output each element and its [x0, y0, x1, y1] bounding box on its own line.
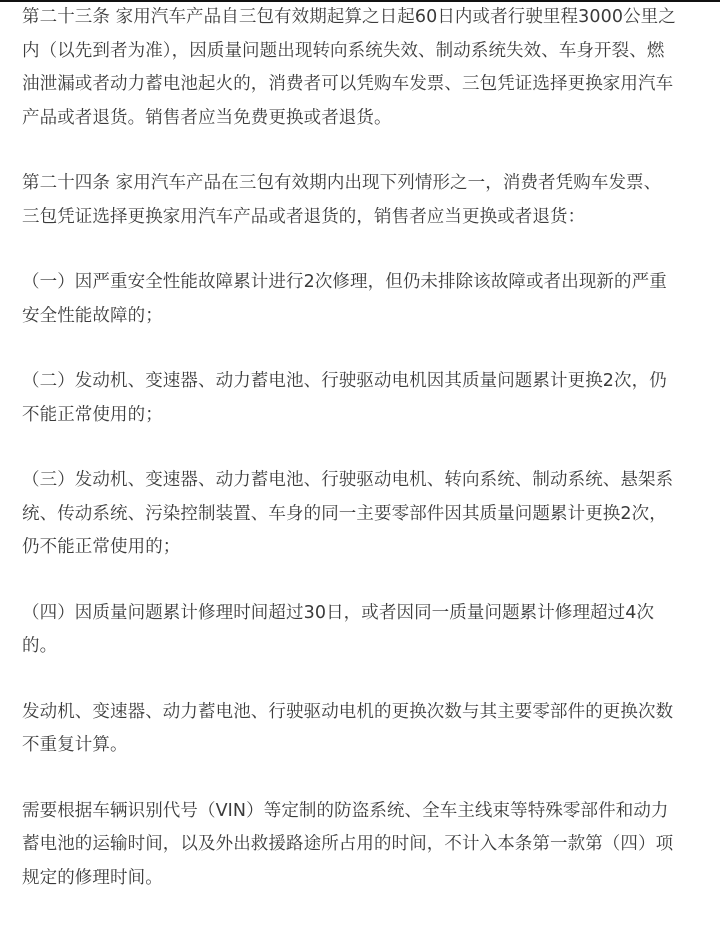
- paragraph-clause-2: [22, 365, 702, 432]
- paragraph-clause-3: [22, 464, 702, 565]
- paragraph-line: 的。: [22, 636, 58, 656]
- paragraph-line: 仍不能正常使用的；: [22, 537, 181, 557]
- paragraph-line: 内（以先到者为准），因质量问题出现转向系统失效、制动系统失效、车身开裂、燃: [22, 40, 665, 61]
- paragraph-line: 需要根据车辆识别代号（VIN）等定制的防盗系统、全车主线束等特殊零部件和动力: [22, 800, 669, 821]
- paragraph-line: 第二十三条 家用汽车产品自三包有效期起算之日起60日内或者行驶里程3000公里之: [22, 7, 676, 27]
- paragraph-line: 蓄电池的运输时间，以及外出救援路途所占用的时间，不计入本条第一款第（四）项: [22, 834, 674, 854]
- paragraph-clause-1: [22, 266, 702, 333]
- paragraph-line: 不能正常使用的；: [22, 404, 163, 425]
- paragraph-line: 发动机、变速器、动力蓄电池、行驶驱动电机的更换次数与其主要零部件的更换次数: [22, 701, 674, 722]
- paragraph-line: （一）因严重安全性能故障累计进行2次修理，但仍未排除该故障或者出现新的严重: [22, 272, 667, 292]
- paragraph-line: （二）发动机、变速器、动力蓄电池、行驶驱动电机因其质量问题累计更换2次，仍: [22, 371, 667, 391]
- paragraph-line: 安全性能故障的；: [22, 305, 163, 326]
- paragraph-line: 油泄漏或者动力蓄电池起火的，消费者可以凭购车发票、三包凭证选择更换家用汽车: [22, 74, 674, 94]
- paragraph-line: 产品或者退货。销售者应当免费更换或者退货。: [22, 107, 392, 128]
- paragraph-line: （三）发动机、变速器、动力蓄电池、行驶驱动电机、转向系统、制动系统、悬架系: [22, 470, 674, 490]
- paragraph-line: 不重复计算。: [22, 735, 128, 755]
- paragraph-line: （四）因质量问题累计修理时间超过30日，或者因同一质量问题累计修理超过4次: [22, 602, 655, 623]
- paragraph-line: 统、传动系统、污染控制装置、车身的同一主要零部件因其质量问题累计更换2次，: [22, 503, 667, 524]
- paragraph-line: 第二十四条 家用汽车产品在三包有效期内出现下列情形之一，消费者凭购车发票、: [22, 173, 662, 193]
- paragraph-replacement-count-note: [22, 696, 702, 763]
- article-body: [22, 1, 702, 927]
- paragraph-clause-4: [22, 597, 702, 664]
- paragraph-repair-time-exclusion-note: [22, 795, 702, 896]
- paragraph-line: 三包凭证选择更换家用汽车产品或者退货的，销售者应当更换或者退货：: [22, 206, 586, 227]
- paragraph-line: 规定的修理时间。: [22, 867, 163, 888]
- paragraph-article-23: [22, 1, 702, 135]
- paragraph-article-24: [22, 167, 702, 234]
